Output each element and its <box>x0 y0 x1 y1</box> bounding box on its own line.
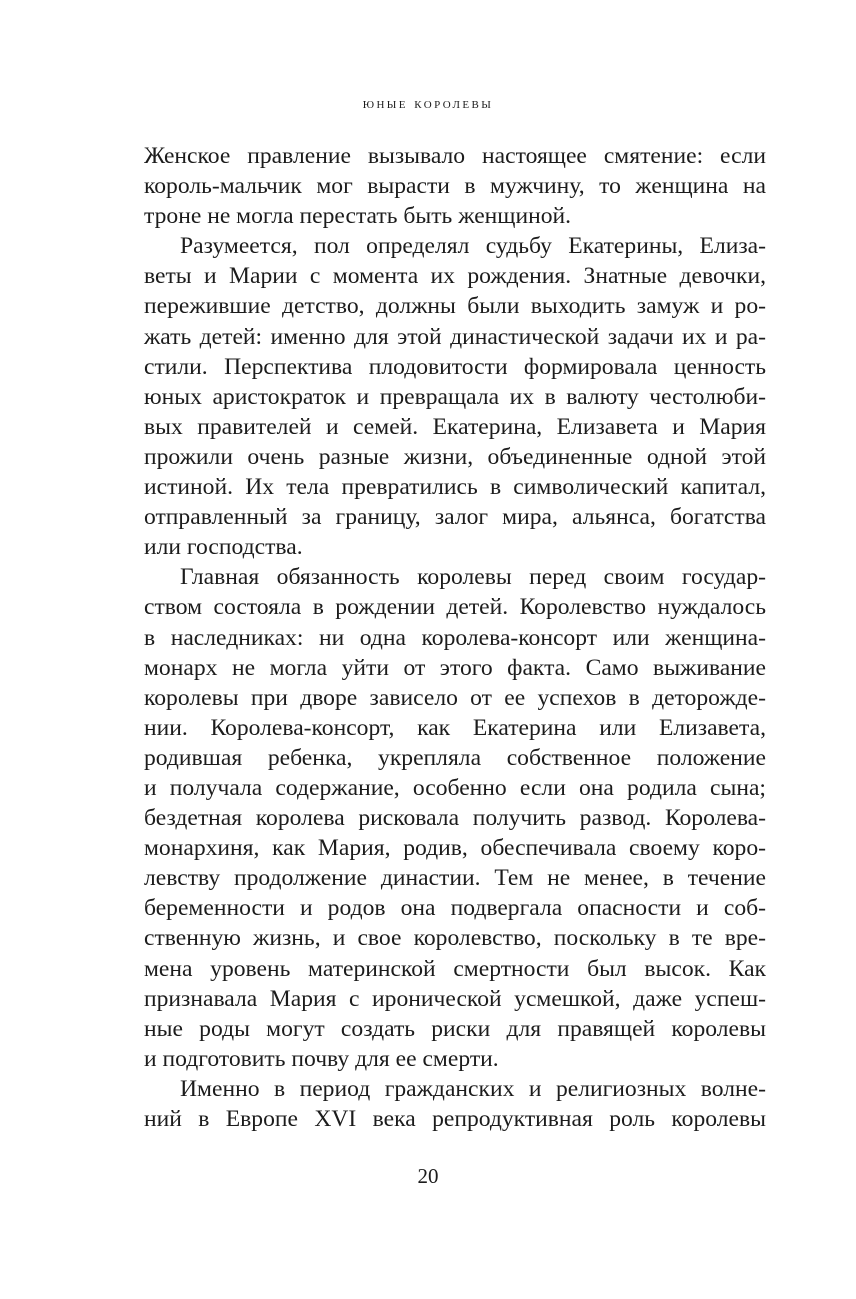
text-line: ственную жизнь, и свое королевство, поскольку в те вре- <box>144 925 766 952</box>
text-line: нии. Королева-консорт, как Екатерина или Елизавета, <box>144 714 766 741</box>
paragraph-2 <box>144 231 766 562</box>
text-line: прожили очень разные жизни, объединенные одной этой <box>144 443 766 470</box>
text-line: вых правителей и семей. Екатерина, Елизавета и Мария <box>144 413 766 440</box>
text-line: ний в Европе XVI века репродуктивная роль королевы <box>144 1106 766 1132</box>
text-line: ные роды могут создать риски для правящей королевы <box>144 1015 766 1042</box>
paragraph-3 <box>144 562 766 1074</box>
text-line: Женское правление вызывало настоящее смятение: если <box>144 143 766 169</box>
text-line: монархиня, как Мария, родив, обеспечивала своему коро- <box>144 835 766 862</box>
text-line: беременности и родов она подвергала опасности и соб- <box>144 895 766 922</box>
text-line: или господства. <box>144 534 303 561</box>
text-line: жать детей: именно для этой династической задачи их и ра- <box>144 323 766 350</box>
text-line: в наследниках: ни одна королева-консорт или женщина- <box>144 624 766 651</box>
text-line: Главная обязанность королевы перед своим государ- <box>180 564 766 591</box>
text-line: и получала содержание, особенно если она родила сына; <box>144 774 766 801</box>
text-line: троне не могла перестать быть женщиной. <box>144 203 572 230</box>
paragraph-4 <box>144 1074 766 1134</box>
text-line: мена уровень материнской смертности был высок. Как <box>144 955 766 982</box>
text-line: король-мальчик мог вырасти в мужчину, то женщина на <box>144 173 766 200</box>
text-line: левству продолжение династии. Тем не менее, в течение <box>144 865 766 892</box>
text-line: веты и Марии с момента их рождения. Знатные девочки, <box>144 263 766 290</box>
text-line: Разумеется, пол определял судьбу Екатерины, Елиза- <box>180 233 766 260</box>
text-line: юных аристократок и превращала их в валюту честолюби- <box>144 383 766 410</box>
text-line: стили. Перспектива плодовитости формировала ценность <box>144 353 766 380</box>
body-text <box>144 141 766 1134</box>
text-line: королевы при дворе зависело от ее успехов в деторожде- <box>144 684 766 711</box>
text-line: отправленный за границу, залог мира, альянса, богатства <box>144 504 766 531</box>
text-line: ством состояла в рождении детей. Королевство нуждалось <box>144 594 766 621</box>
text-line: Именно в период гражданских и религиозных волне- <box>180 1075 766 1102</box>
text-line: и подготовить почву для ее смерти. <box>144 1045 499 1072</box>
text-line: родившая ребенка, укрепляла собственное положение <box>144 744 766 771</box>
text-line: признавала Мария с иронической усмешкой, даже успеш- <box>144 985 766 1012</box>
page-number: 20 <box>417 1164 439 1188</box>
running-head: юные королевы <box>362 95 494 112</box>
text-line: истиной. Их тела превратились в символический капитал, <box>144 474 766 501</box>
text-line: монарх не могла уйти от этого факта. Само выживание <box>144 654 766 681</box>
text-line: бездетная королева рисковала получить развод. Королева- <box>144 805 766 832</box>
text-line: пережившие детство, должны были выходить замуж и ро- <box>144 293 766 320</box>
paragraph-1 <box>144 141 766 231</box>
